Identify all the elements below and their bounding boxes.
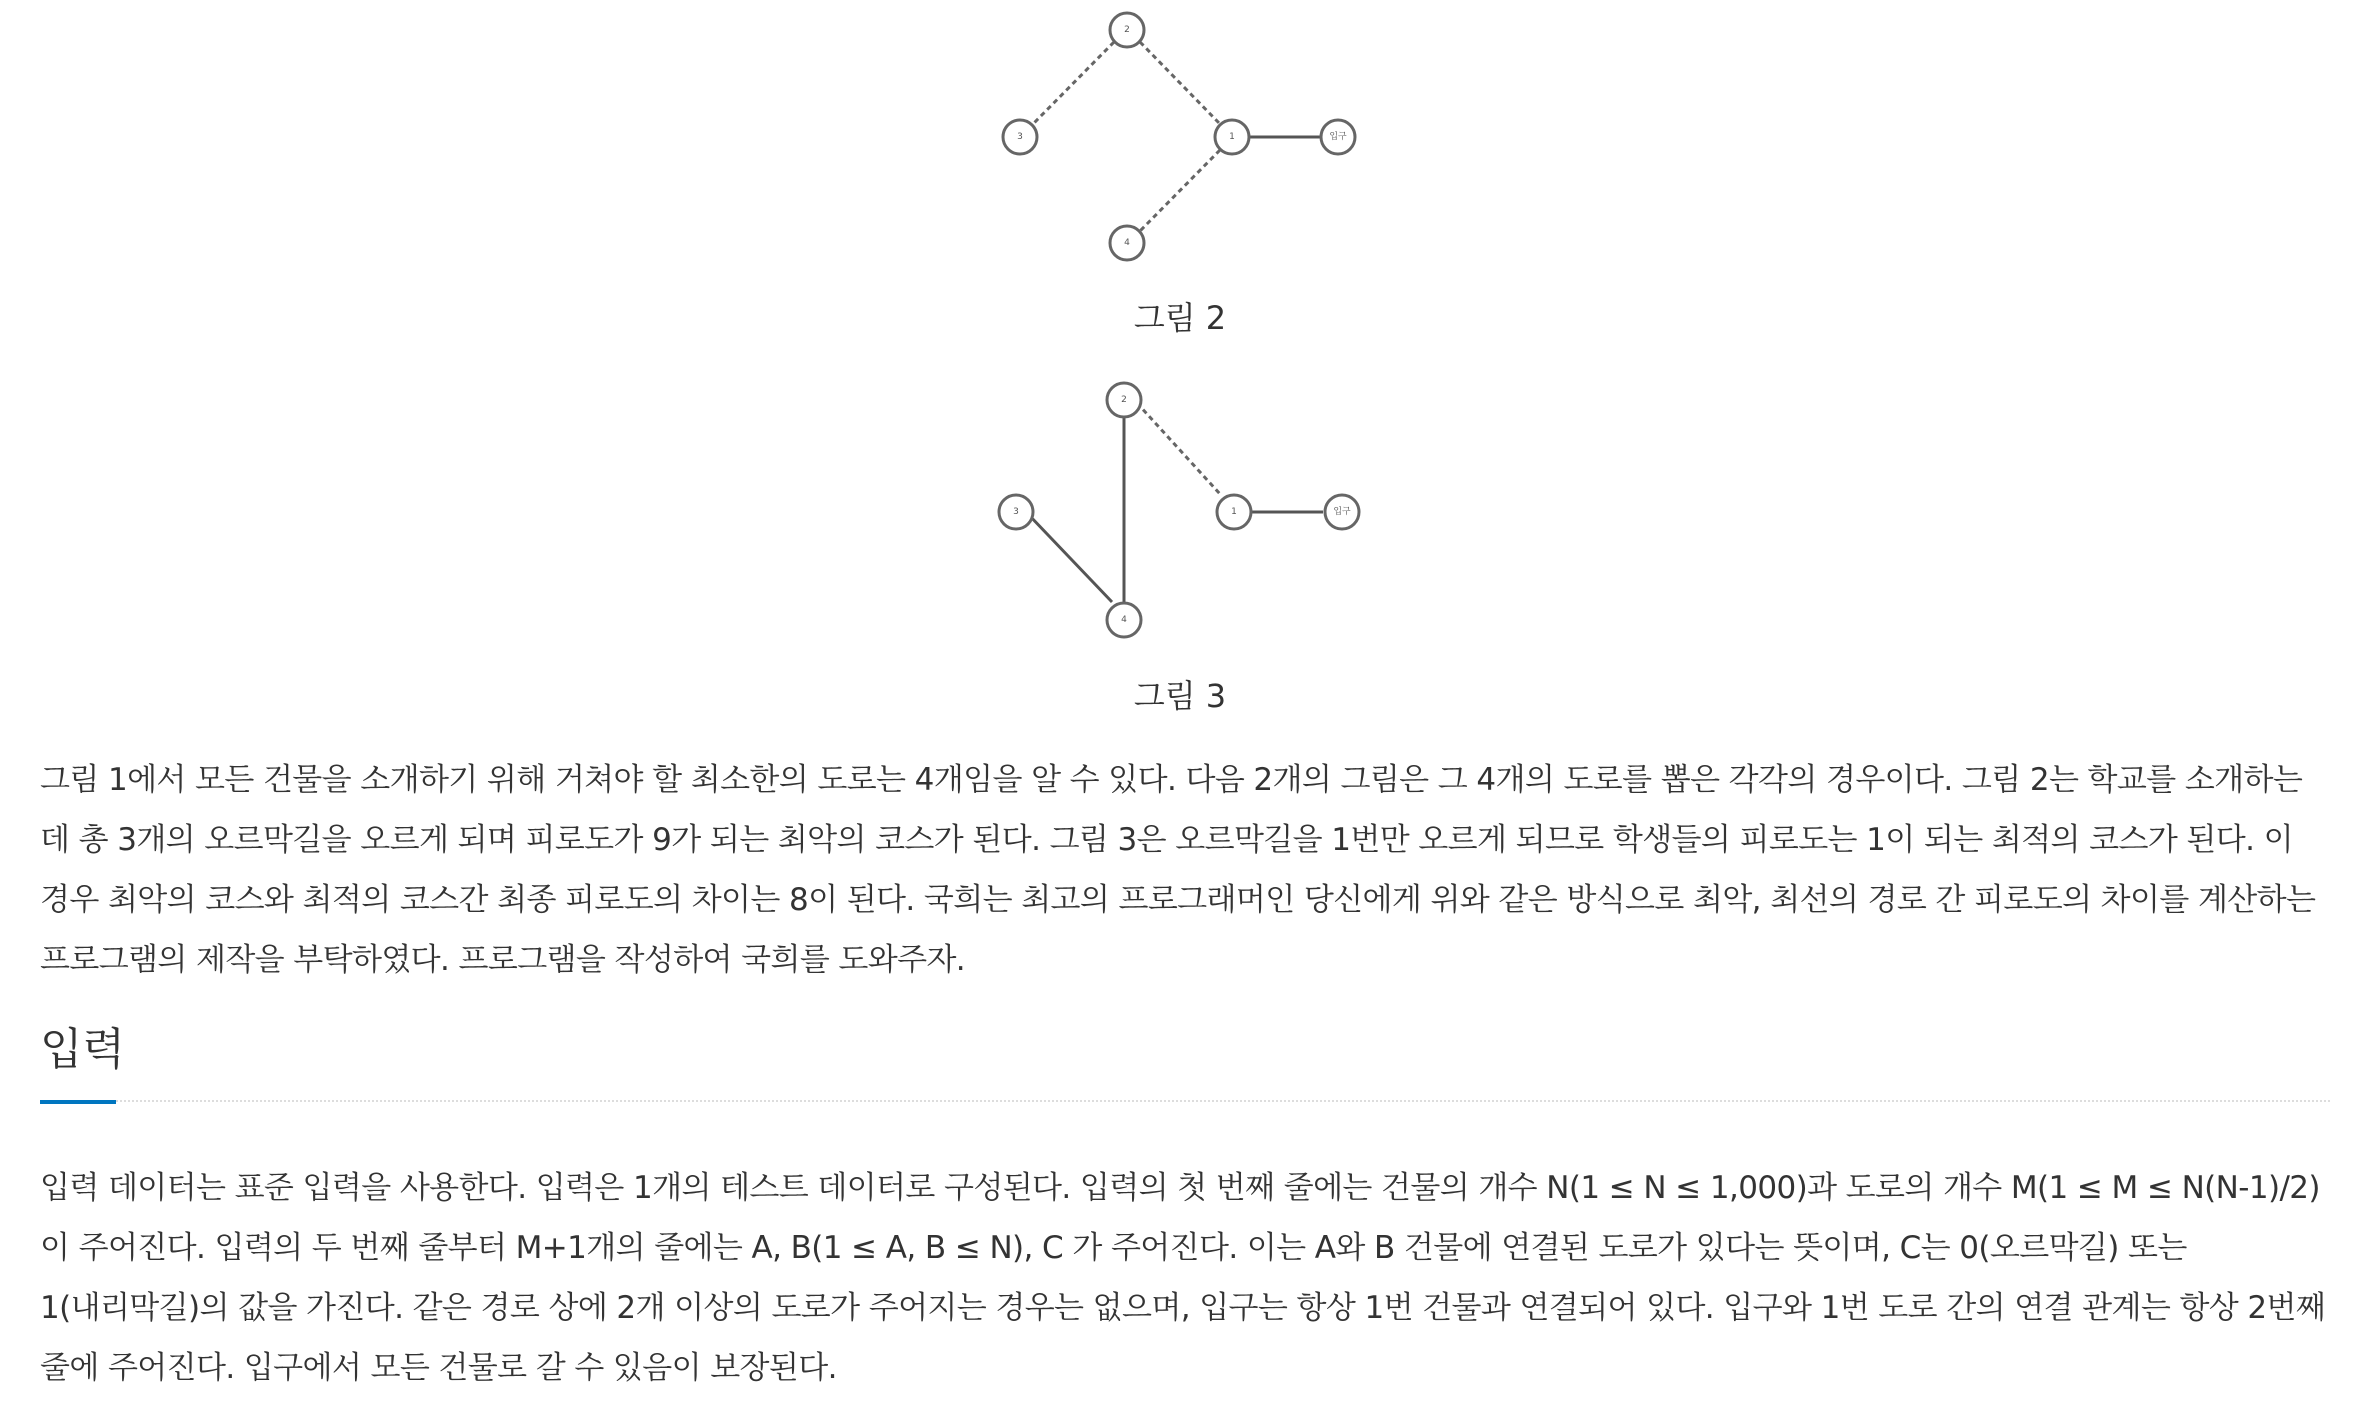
- edge-2-1: [1140, 42, 1220, 124]
- input-description-paragraph: 입력 데이터는 표준 입력을 사용한다. 입력은 1개의 테스트 데이터로 구성된다. 입력의 첫 번째 줄에는 건물의 개수 N(1 ≤ N ≤ 1,000)과 도로의 개수 M(1 ≤ M ≤ N(N-1)/2) 이 주어진다. 입력의 두 번째 줄부터 M+1개의 줄에는 A, B(1 ≤ A, B ≤ N), C 가 주어진다. 이는 A와 B 건물에 연결된 도로가 있다는 뜻이며, C는 0(오르막길) 또는 1(내리막길)의 값을 가진다. 같은 경로 상에 2개 이상의 도로가 주어지는 경우는 없으며, 입구는 항상 1번 건물과 연결되어 있다. 입구와 1번 도로 간의 연결 관계는 항상 2번째 줄에 주어진다. 입구에서 모든 건물로 갈 수 있음이 보장된다.: [40, 1170, 2326, 1386]
- section-title-underline: [40, 1100, 116, 1104]
- graph-node: [1110, 226, 1144, 260]
- svg-text:1: 1: [1229, 132, 1235, 142]
- graph-node: [1107, 603, 1141, 637]
- figure-3-caption: 그림 3: [1133, 677, 1227, 715]
- graph-node-entrance: [1325, 495, 1359, 529]
- svg-text:3: 3: [1013, 507, 1019, 517]
- section-divider: [40, 1100, 2330, 1102]
- svg-text:2: 2: [1121, 395, 1127, 405]
- figure-3: [0, 370, 2360, 650]
- svg-text:1: 1: [1231, 507, 1237, 517]
- figure-2-caption: 그림 2: [1133, 299, 1227, 337]
- description-paragraph: 그림 1에서 모든 건물을 소개하기 위해 거쳐야 할 최소한의 도로는 4개임을 알 수 있다. 다음 2개의 그림은 그 4개의 도로를 뽑은 각각의 경우이다. 그림 2는 학교를 소개하는 데 총 3개의 오르막길을 오르게 되며 피로도가 9가 되는 최악의 코스가 된다. 그림 3은 오르막길을 1번만 오르게 되므로 학생들의 피로도는 1이 되는 최적의 코스가 된다. 이 경우 최악의 코스와 최적의 코스간 최종 피로도의 차이는 8이 된다. 국희는 최고의 프로그래머인 당신에게 위와 같은 방식으로 최악, 최선의 경로 간 피로도의 차이를 계산하는 프로그램의 제작을 부탁하였다. 프로그램을 작성하여 국희를 도와주자.: [40, 762, 2316, 978]
- graph-node: [1110, 13, 1144, 47]
- graph-node: [1003, 120, 1037, 154]
- figure-2-graph: [0, 0, 2360, 290]
- figure-2: [0, 0, 2360, 300]
- graph-node: [1107, 383, 1141, 417]
- graph-node: [1215, 120, 1249, 154]
- input-section-title: 입력: [40, 1024, 126, 1075]
- graph-node-entrance: [1321, 120, 1355, 154]
- figure-3-graph: [0, 370, 2360, 650]
- graph-node: [1217, 495, 1251, 529]
- svg-text:2: 2: [1124, 25, 1130, 35]
- edge-2-3: [1032, 42, 1114, 125]
- graph-node: [999, 495, 1033, 529]
- edge-3-4: [1028, 514, 1112, 602]
- edge-1-4: [1140, 150, 1220, 231]
- svg-text:4: 4: [1121, 615, 1127, 625]
- svg-text:3: 3: [1017, 132, 1023, 142]
- edge-2-1: [1137, 403, 1220, 494]
- svg-text:4: 4: [1124, 238, 1130, 248]
- svg-text:입구: 입구: [1329, 132, 1347, 142]
- svg-text:입구: 입구: [1333, 507, 1351, 517]
